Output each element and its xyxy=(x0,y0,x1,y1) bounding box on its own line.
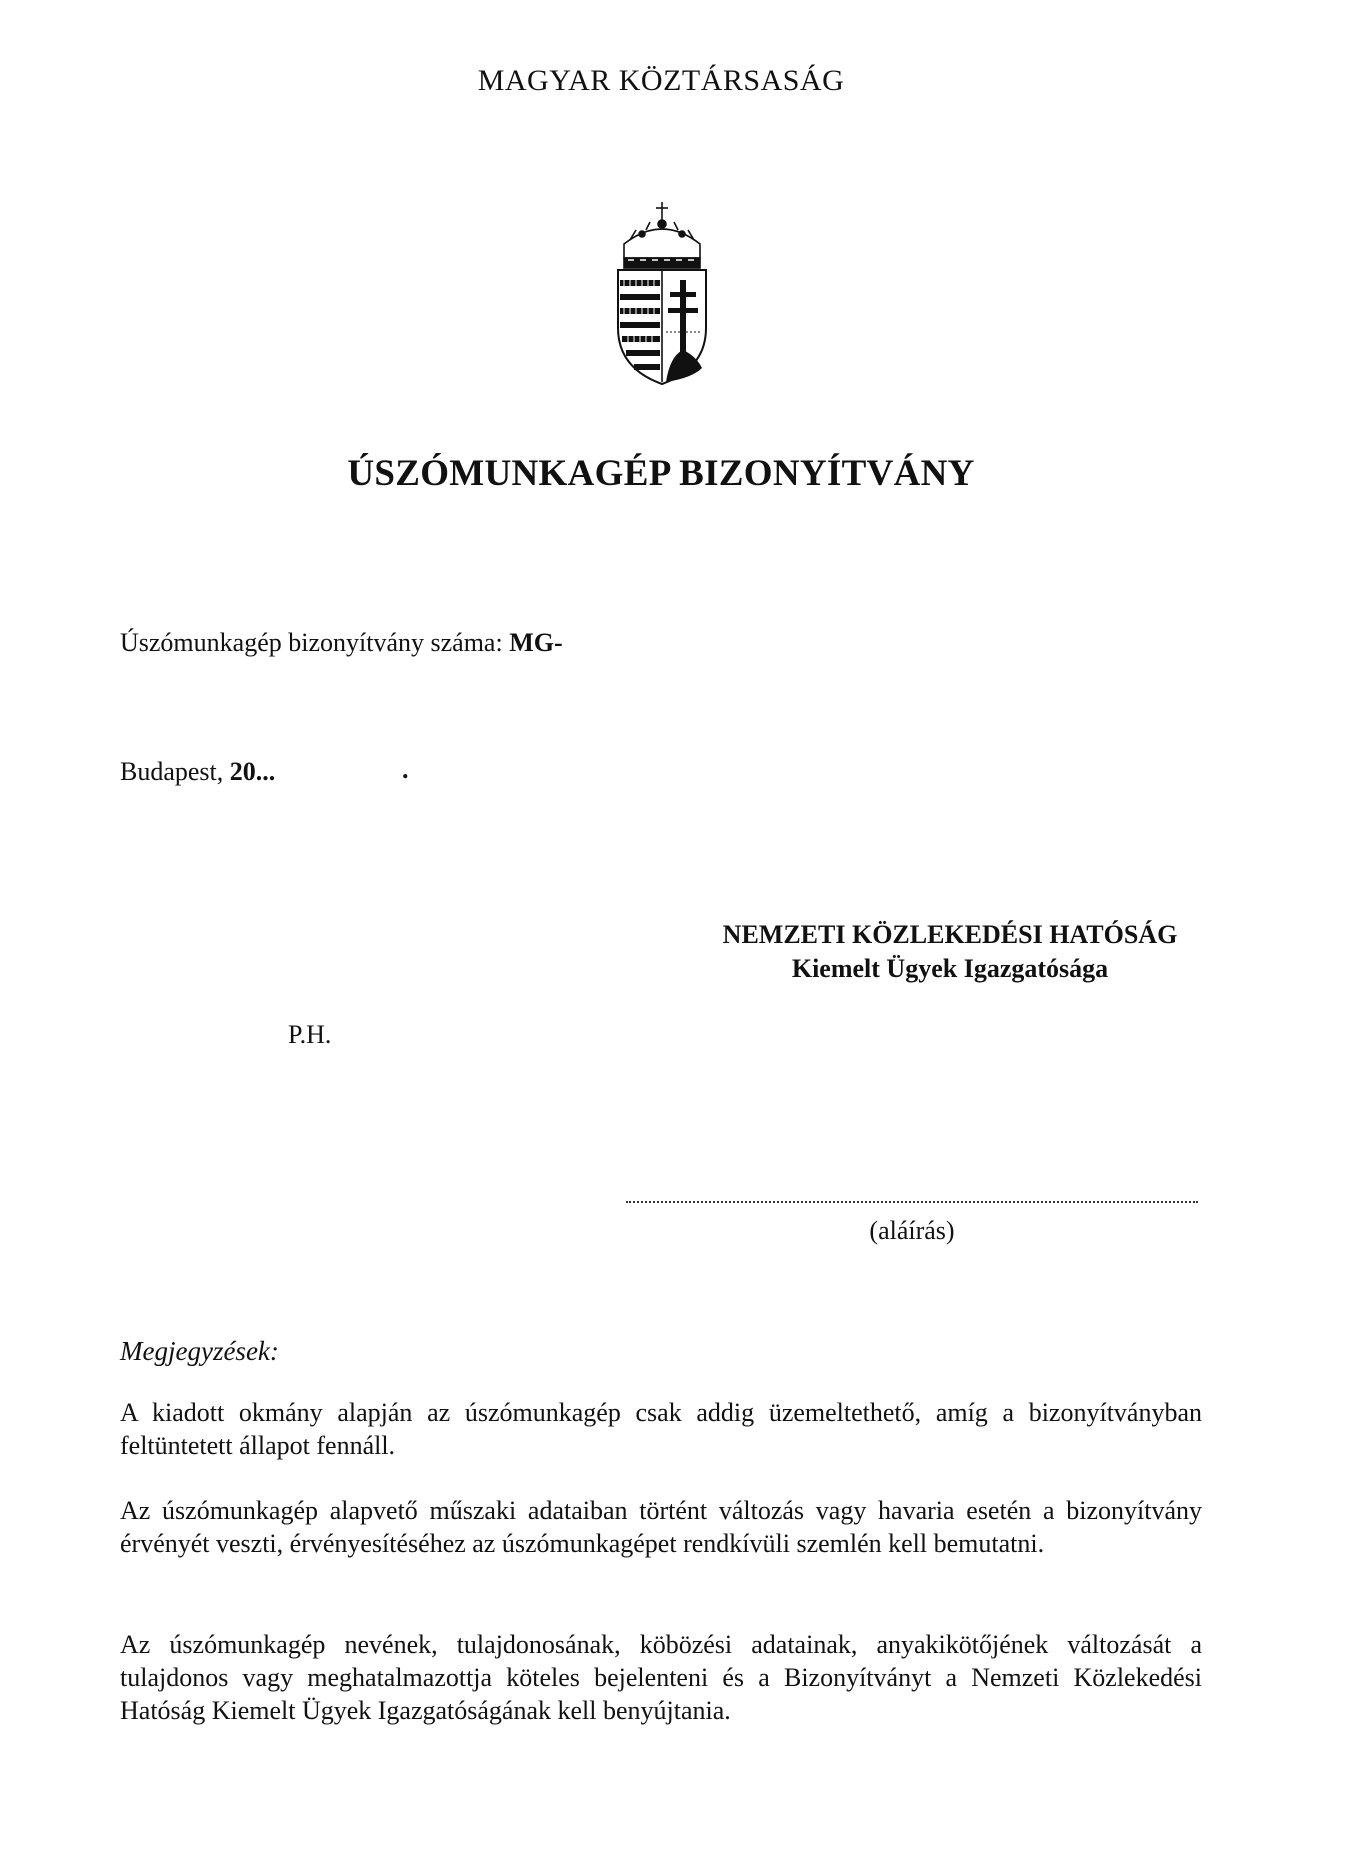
signature-label: (aláírás) xyxy=(869,1216,955,1245)
note-paragraph: Az úszómunkagép nevének, tulajdonosának, köbözési adatainak, anyakikötőjének változását a tulajdonos vagy meghatalmazottja köteles bejelenteni és a Bizonyítványt a Nemzeti Közlekedési Hatóság Kiemelt Ügyek Igazgatóságának kell benyújtania. xyxy=(120,1630,1202,1725)
signature-line xyxy=(626,1193,1198,1203)
coat-of-arms-icon xyxy=(606,200,718,388)
date-prefix: 20... xyxy=(229,757,276,786)
country-heading: MAGYAR KÖZTÁRSASÁG xyxy=(477,64,845,97)
date-dot: . xyxy=(402,755,409,784)
note-paragraph: Az úszómunkagép alapvető műszaki adataiban történt változás vagy havaria esetén a bizonyítvány érvényét veszti, érvényesítéséhez az úszómunkagépet rendkívüli szemlén kell bemutatni. xyxy=(120,1496,1202,1558)
date-line xyxy=(120,757,275,787)
authority-name: NEMZETI KÖZLEKEDÉSI HATÓSÁG xyxy=(722,920,1178,949)
notes-heading: Megjegyzések: xyxy=(120,1336,279,1366)
certificate-number-line xyxy=(120,628,563,658)
note-paragraph: A kiadott okmány alapján az úszómunkagép csak addig üzemeltethető, amíg a bizonyítványban feltüntetett állapot fennáll. xyxy=(120,1398,1202,1460)
issuing-authority xyxy=(700,918,1200,986)
authority-unit: Kiemelt Ügyek Igazgatósága xyxy=(791,954,1109,983)
stamp-placeholder: P.H. xyxy=(288,1020,332,1049)
certificate-number-label: Úszómunkagép bizonyítvány száma: xyxy=(120,628,503,657)
document-title: ÚSZÓMUNKAGÉP BIZONYÍTVÁNY xyxy=(347,453,975,494)
place-label: Budapest, xyxy=(120,757,224,786)
certificate-number-value: MG- xyxy=(509,628,563,657)
